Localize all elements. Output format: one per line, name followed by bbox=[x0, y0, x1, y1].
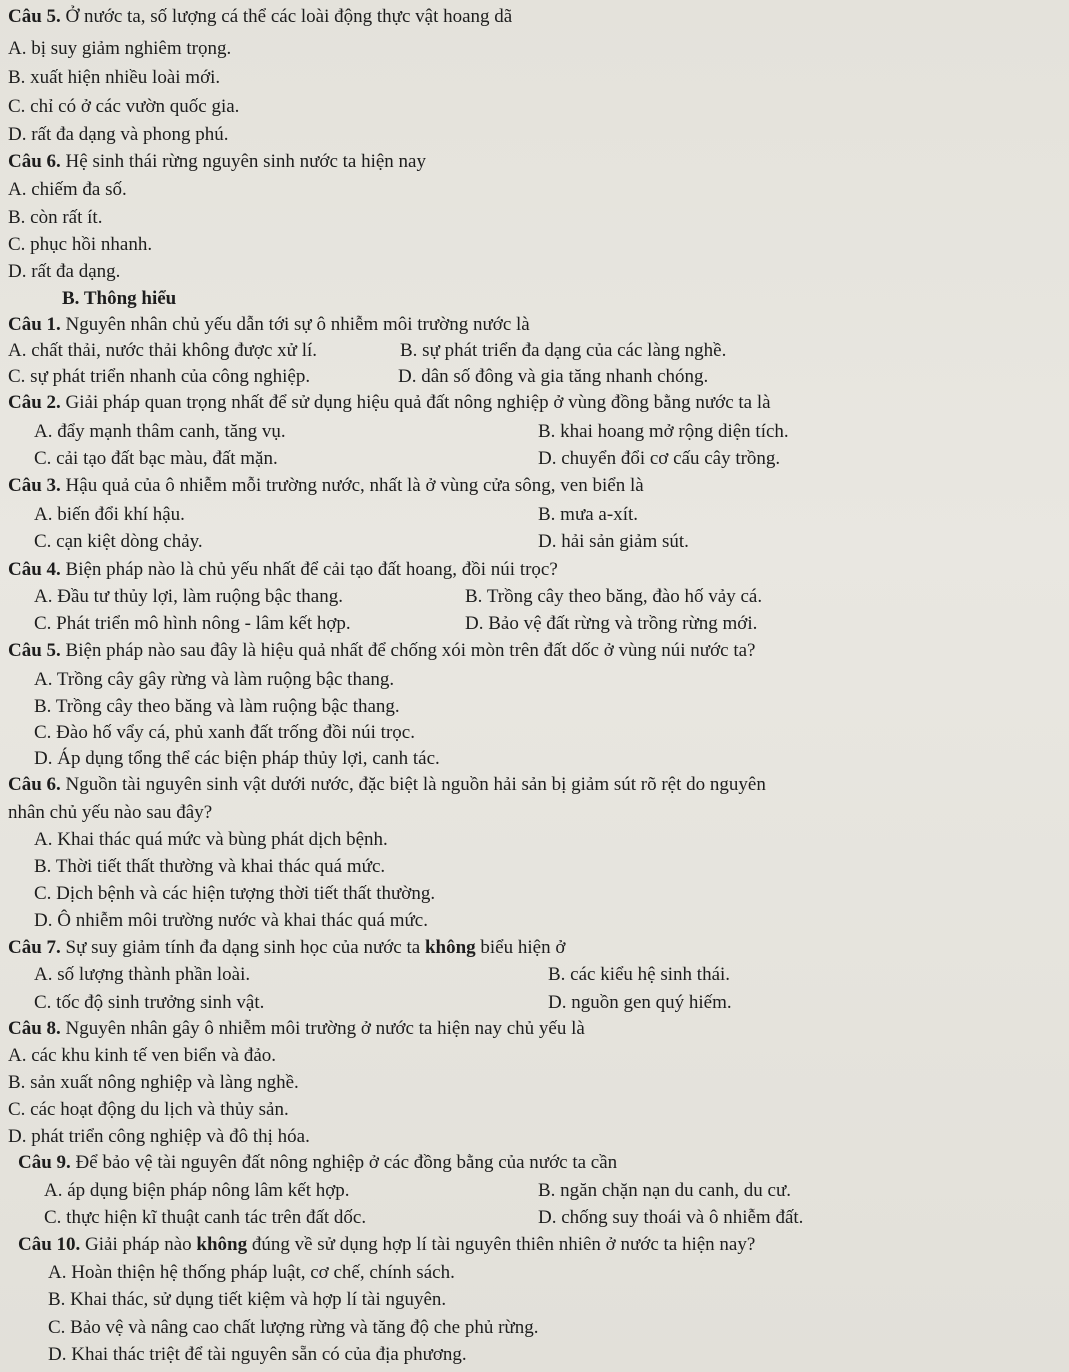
question-number: Câu 1. bbox=[8, 314, 61, 335]
option-text: C. phục hồi nhanh. bbox=[8, 234, 153, 255]
question-number: Câu 5. bbox=[8, 640, 61, 661]
option-text: A. số lượng thành phần loài. bbox=[34, 964, 251, 985]
option-line bbox=[34, 721, 415, 745]
option-line: D. dân số đông và gia tăng nhanh chóng. bbox=[398, 366, 709, 387]
option-text: D. Ô nhiễm môi trường nước và khai thác quá mức. bbox=[34, 910, 428, 931]
option-text: A. bị suy giảm nghiêm trọng. bbox=[8, 38, 232, 59]
option-text: B. Khai thác, sử dụng tiết kiệm và hợp lí tài nguyên. bbox=[48, 1289, 447, 1310]
option-text: B. Thời tiết thất thường và khai thác quá mức. bbox=[34, 856, 386, 877]
option-text: C. sự phát triển nhanh của công nghiệp. bbox=[8, 366, 311, 387]
option-line bbox=[48, 1288, 446, 1312]
question-line bbox=[8, 313, 530, 337]
question-text-tail: biểu hiện ở bbox=[475, 937, 566, 958]
option-line: B. các kiểu hệ sinh thái. bbox=[548, 964, 731, 985]
question-line bbox=[8, 1017, 585, 1041]
question-text-tail: đúng về sử dụng hợp lí tài nguyên thiên nhiên ở nước ta hiện nay? bbox=[247, 1234, 756, 1255]
option-text: C. thực hiện kĩ thuật canh tác trên đất dốc. bbox=[44, 1207, 367, 1228]
question-text: Sự suy giảm tính đa dạng sinh học của nước ta bbox=[60, 937, 425, 958]
question-line bbox=[8, 773, 766, 797]
emphasis-word: không bbox=[196, 1234, 248, 1255]
option-line bbox=[8, 95, 239, 119]
option-line bbox=[34, 695, 400, 719]
option-text: C. Bảo vệ và nâng cao chất lượng rừng và tăng độ che phủ rừng. bbox=[48, 1317, 539, 1338]
option-line bbox=[34, 828, 388, 852]
option-line bbox=[34, 447, 278, 471]
question-number: Câu 9. bbox=[18, 1152, 71, 1173]
question-text: Ở nước ta, số lượng cá thể các loài động thực vật hoang dã bbox=[60, 6, 513, 27]
option-line bbox=[34, 503, 185, 527]
option-line: D. chuyển đổi cơ cấu cây trồng. bbox=[538, 448, 781, 469]
option-line: D. Bảo vệ đất rừng và trồng rừng mới. bbox=[465, 613, 758, 634]
question-line bbox=[8, 639, 755, 663]
question-line bbox=[18, 1151, 617, 1175]
option-line bbox=[8, 365, 310, 389]
option-text: A. Hoàn thiện hệ thống pháp luật, cơ chế, chính sách. bbox=[48, 1262, 455, 1283]
question-text: Nguồn tài nguyên sinh vật dưới nước, đặc biệt là nguồn hải sản bị giảm sút rõ rệt do nguyên bbox=[60, 774, 766, 795]
question-number: Câu 10. bbox=[18, 1234, 81, 1255]
section-heading bbox=[62, 287, 176, 311]
question-line bbox=[18, 1233, 755, 1257]
option-line bbox=[34, 530, 203, 554]
option-text: C. tốc độ sinh trưởng sinh vật. bbox=[34, 992, 265, 1013]
option-line bbox=[8, 178, 127, 202]
option-line bbox=[8, 233, 152, 257]
option-text: D. Áp dụng tổng thể các biện pháp thủy lợi, canh tác. bbox=[34, 748, 440, 769]
option-text: C. cạn kiệt dòng chảy. bbox=[34, 531, 203, 552]
question-number: Câu 4. bbox=[8, 559, 61, 580]
option-line bbox=[8, 801, 212, 825]
option-line bbox=[8, 1044, 276, 1068]
question-text: Giải pháp nào bbox=[80, 1234, 197, 1255]
option-line: B. sự phát triển đa dạng của các làng nghề. bbox=[400, 340, 727, 361]
question-line bbox=[8, 558, 558, 582]
option-line: D. chống suy thoái và ô nhiễm đất. bbox=[538, 1207, 804, 1228]
option-text: D. Khai thác triệt để tài nguyên sẵn có của địa phương. bbox=[48, 1344, 467, 1365]
section-heading-text: B. Thông hiểu bbox=[62, 288, 177, 309]
option-text: C. Đào hố vẩy cá, phủ xanh đất trống đồi núi trọc. bbox=[34, 722, 415, 743]
option-line bbox=[34, 909, 428, 933]
option-text: A. Trồng cây gây rừng và làm ruộng bậc thang. bbox=[34, 669, 395, 690]
option-text: C. Phát triển mô hình nông - lâm kết hợp. bbox=[34, 613, 351, 634]
option-text: B. Trồng cây theo băng và làm ruộng bậc thang. bbox=[34, 696, 400, 717]
emphasis-word: không bbox=[424, 937, 476, 958]
option-line bbox=[8, 260, 120, 284]
option-line bbox=[34, 668, 394, 692]
question-text: Hệ sinh thái rừng nguyên sinh nước ta hiện nay bbox=[60, 151, 426, 172]
option-line bbox=[8, 123, 229, 147]
option-line bbox=[44, 1179, 350, 1203]
question-number: Câu 6. bbox=[8, 774, 61, 795]
question-number: Câu 6. bbox=[8, 151, 61, 172]
option-text: A. chiếm đa số. bbox=[8, 179, 127, 200]
option-text: A. các khu kinh tế ven biển và đảo. bbox=[8, 1045, 277, 1066]
question-number: Câu 5. bbox=[8, 6, 61, 27]
option-line bbox=[8, 66, 220, 90]
question-text: Biện pháp nào là chủ yếu nhất để cải tạo đất hoang, đồi núi trọc? bbox=[60, 559, 558, 580]
option-line bbox=[34, 585, 343, 609]
option-text: C. Dịch bệnh và các hiện tượng thời tiết thất thường. bbox=[34, 883, 436, 904]
option-line bbox=[8, 1098, 289, 1122]
question-text: Để bảo vệ tài nguyên đất nông nghiệp ở các đồng bằng của nước ta cần bbox=[70, 1152, 618, 1173]
option-line bbox=[48, 1261, 455, 1285]
question-text: Giải pháp quan trọng nhất để sử dụng hiệu quả đất nông nghiệp ở vùng đồng bằng nước ta là bbox=[60, 392, 771, 413]
option-line bbox=[8, 1071, 299, 1095]
option-line bbox=[34, 612, 351, 636]
option-line bbox=[8, 206, 102, 230]
option-line: B. khai hoang mở rộng diện tích. bbox=[538, 421, 789, 442]
question-text: Biện pháp nào sau đây là hiệu quả nhất để chống xói mòn trên đất dốc ở vùng núi nước ta? bbox=[60, 640, 756, 661]
option-text: nhân chủ yếu nào sau đây? bbox=[8, 802, 213, 823]
option-text: A. biến đổi khí hậu. bbox=[34, 504, 185, 525]
option-line: D. hải sản giảm sút. bbox=[538, 531, 689, 552]
option-text: A. Khai thác quá mức và bùng phát dịch bệnh. bbox=[34, 829, 388, 850]
option-text: B. còn rất ít. bbox=[8, 207, 103, 228]
question-line bbox=[8, 936, 565, 960]
question-line bbox=[8, 5, 512, 29]
option-line: D. nguồn gen quý hiếm. bbox=[548, 992, 732, 1013]
option-line bbox=[34, 855, 385, 879]
question-text: Nguyên nhân gây ô nhiễm môi trường ở nước ta hiện nay chủ yếu là bbox=[60, 1018, 585, 1039]
option-text: C. chỉ có ở các vườn quốc gia. bbox=[8, 96, 240, 117]
option-line bbox=[8, 339, 317, 363]
option-text: B. xuất hiện nhiều loài mới. bbox=[8, 67, 221, 88]
option-line bbox=[48, 1316, 538, 1340]
question-number: Câu 7. bbox=[8, 937, 61, 958]
question-line bbox=[8, 474, 644, 498]
option-text: C. các hoạt động du lịch và thủy sản. bbox=[8, 1099, 289, 1120]
question-line bbox=[8, 150, 426, 174]
option-line: B. Trồng cây theo băng, đào hố vảy cá. bbox=[465, 586, 763, 607]
option-text: C. cải tạo đất bạc màu, đất mặn. bbox=[34, 448, 278, 469]
option-line bbox=[8, 37, 231, 61]
option-line bbox=[44, 1206, 366, 1230]
option-text: D. rất đa dạng và phong phú. bbox=[8, 124, 229, 145]
option-text: A. đẩy mạnh thâm canh, tăng vụ. bbox=[34, 421, 286, 442]
option-line bbox=[34, 991, 264, 1015]
question-text: Nguyên nhân chủ yếu dẫn tới sự ô nhiễm môi trường nước là bbox=[60, 314, 530, 335]
question-number: Câu 2. bbox=[8, 392, 61, 413]
option-text: B. sản xuất nông nghiệp và làng nghề. bbox=[8, 1072, 299, 1093]
option-line: B. mưa a-xít. bbox=[538, 504, 639, 525]
option-text: D. phát triển công nghiệp và đô thị hóa. bbox=[8, 1126, 310, 1147]
option-line bbox=[34, 747, 440, 771]
option-text: A. Đầu tư thủy lợi, làm ruộng bậc thang. bbox=[34, 586, 343, 607]
option-line bbox=[48, 1343, 467, 1367]
question-text: Hậu quả của ô nhiễm mỗi trường nước, nhất là ở vùng cửa sông, ven biển là bbox=[60, 475, 644, 496]
option-line bbox=[34, 882, 435, 906]
question-number: Câu 3. bbox=[8, 475, 61, 496]
option-line bbox=[8, 1125, 310, 1149]
option-text: A. chất thải, nước thải không được xử lí. bbox=[8, 340, 318, 361]
question-number: Câu 8. bbox=[8, 1018, 61, 1039]
option-line bbox=[34, 420, 286, 444]
option-line: B. ngăn chặn nạn du canh, du cư. bbox=[538, 1180, 792, 1201]
question-line bbox=[8, 391, 771, 415]
option-text: D. rất đa dạng. bbox=[8, 261, 121, 282]
option-text: A. áp dụng biện pháp nông lâm kết hợp. bbox=[44, 1180, 350, 1201]
option-line bbox=[34, 963, 250, 987]
